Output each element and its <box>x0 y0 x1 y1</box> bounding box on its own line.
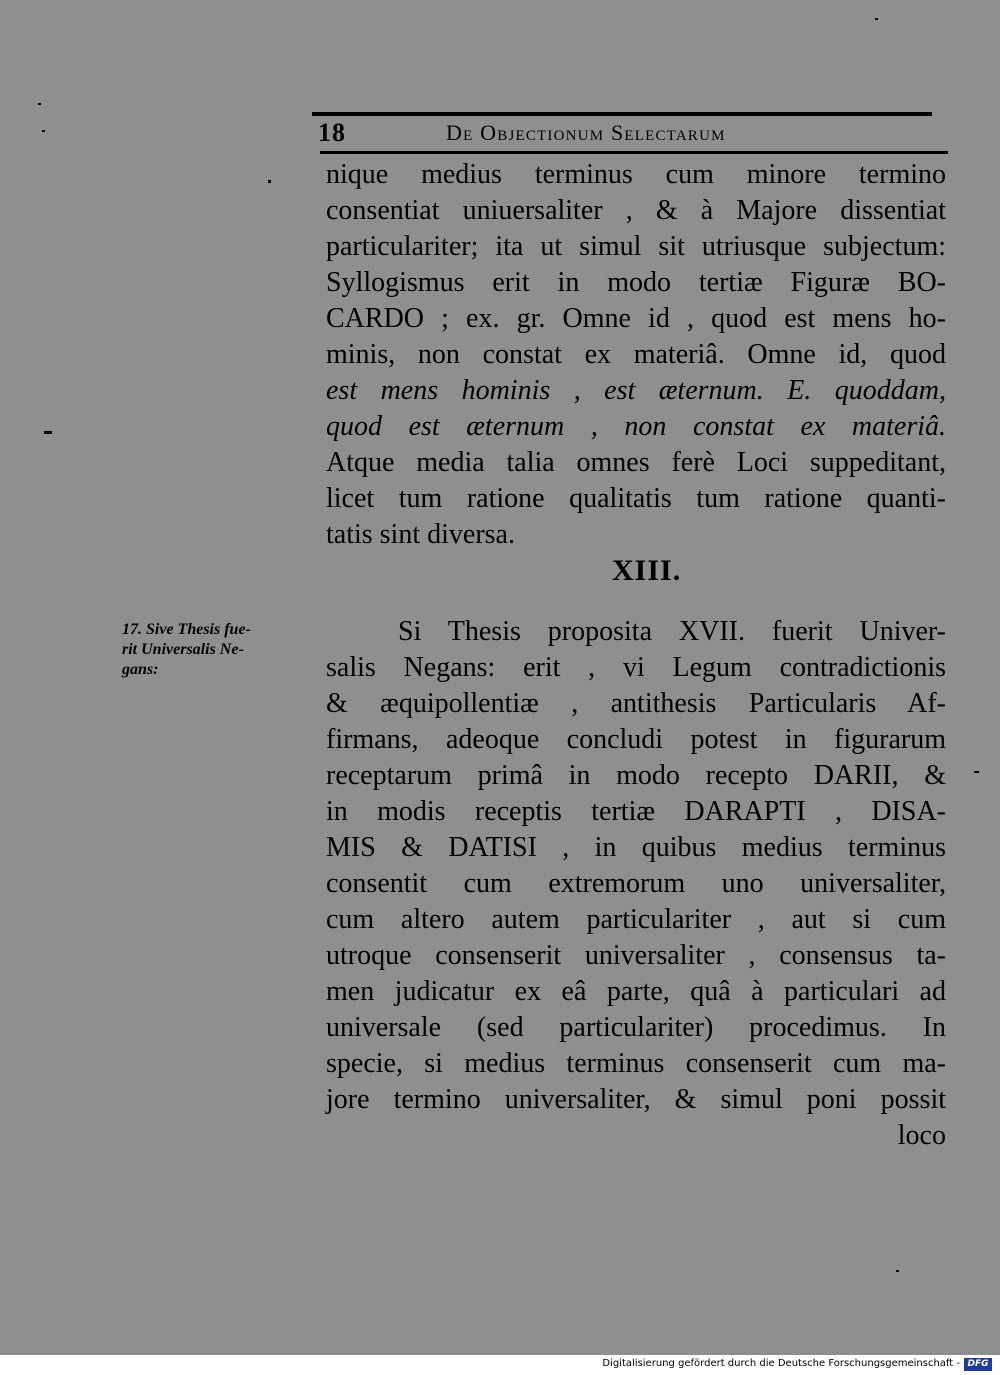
text-line: Atque media talia omnes ferè Loci suppeditant, <box>326 447 946 478</box>
scan-speck <box>38 103 41 105</box>
scan-speck <box>268 180 271 183</box>
text-line: firmans, adeoque concludi potest in figurarum <box>326 724 946 755</box>
text-line: quod est æternum , non constat ex materiâ. <box>326 411 946 442</box>
header-rule <box>320 151 948 154</box>
scan-speck <box>896 1270 899 1272</box>
marginal-note-line: 17. Sive Thesis fue- <box>122 621 251 638</box>
text-line: nique medius terminus cum minore termino <box>326 159 946 190</box>
text-line: salis Negans: erit , vi Legum contradictionis <box>326 652 946 683</box>
text-line: specie, si medius terminus consenserit cum ma- <box>326 1048 946 1079</box>
text-line: in modis receptis tertiæ DARAPTI , DISA- <box>326 796 946 827</box>
marginal-note-line: gans: <box>122 661 159 678</box>
text-line: universale (sed particulariter) procedimus. In <box>326 1012 946 1043</box>
text-line: jore termino universaliter, & simul poni possit <box>326 1084 946 1115</box>
text-line: cum altero autem particulariter , aut si cum <box>326 904 946 935</box>
text-line: MIS & DATISI , in quibus medius terminus <box>326 832 946 863</box>
text-line: licet tum ratione qualitatis tum ratione quanti- <box>326 483 946 514</box>
section-number: XIII. <box>612 554 682 587</box>
marginal-note <box>122 620 322 680</box>
text-line: minis, non constat ex materiâ. Omne id, quod <box>326 339 946 370</box>
text-line: Syllogismus erit in modo tertiæ Figuræ BO- <box>326 267 946 298</box>
digitization-credit: Digitalisierung gefördert durch die Deutsche Forschungsgemeinschaft - <box>602 1358 960 1369</box>
page-number: 18 <box>318 118 346 147</box>
page-header <box>318 116 943 150</box>
text-line: particulariter; ita ut simul sit utriusque subjectum: <box>326 231 946 262</box>
catchword: loco <box>897 1120 946 1151</box>
scan-speck <box>875 18 878 20</box>
scan-speck <box>42 130 45 132</box>
footer-bar <box>0 1355 1000 1375</box>
scan-speck <box>44 431 52 434</box>
text-line: Si Thesis proposita XVII. fuerit Univer- <box>398 616 946 647</box>
text-line: receptarum primâ in modo recepto DARII, & <box>326 760 946 791</box>
running-title: De Objectionum Selectarum <box>446 120 726 145</box>
text-line: men judicatur ex eâ parte, quâ à particulari ad <box>326 976 946 1007</box>
marginal-note-line: rit Universalis Ne- <box>122 641 244 658</box>
scan-speck <box>974 771 979 773</box>
text-line: CARDO ; ex. gr. Omne id , quod est mens ho- <box>326 303 946 334</box>
text-line: & æquipollentiæ , antithesis Particularis Af- <box>326 688 946 719</box>
dfg-logo-icon: DFG <box>964 1358 992 1371</box>
text-line: tatis sint diversa. <box>326 519 515 550</box>
text-line: utroque consenserit universaliter , consensus ta- <box>326 940 946 971</box>
text-line: consentit cum extremorum uno universaliter, <box>326 868 946 899</box>
text-line: consentiat uniuersaliter , & à Majore dissentiat <box>326 195 946 226</box>
text-line: est mens hominis , est æternum. E. quoddam, <box>326 375 946 406</box>
